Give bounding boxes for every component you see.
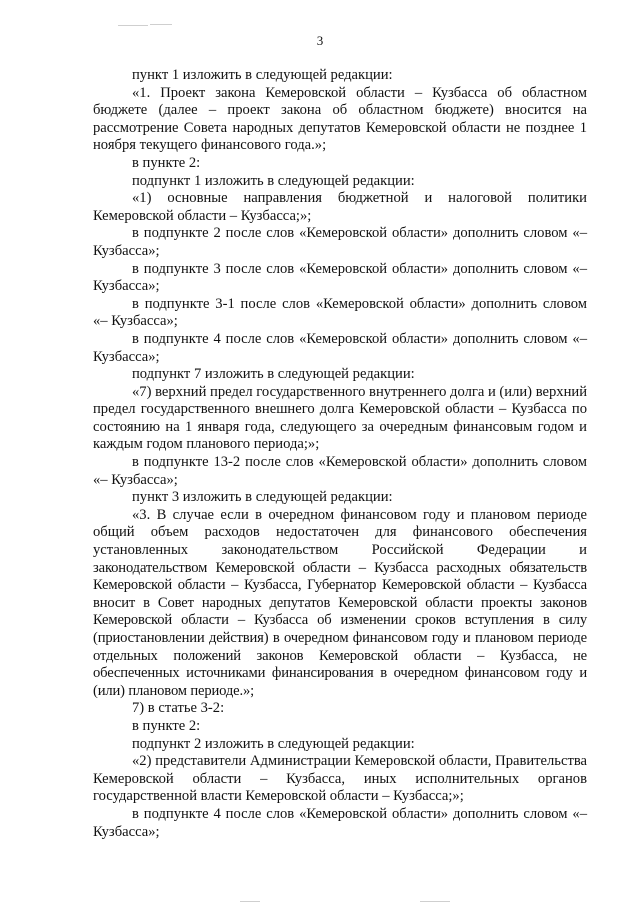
paragraph: подпункт 1 изложить в следующей редакции: xyxy=(132,172,415,189)
paragraph: «1. Проект закона Кемеровской области – Кузбасса об областном бюджете (далее – проект закона об областном бюджете) вносится на рассмотрение Совета народных депутатов Кемеровской области не позднее 1 ноября текущего финансового года.»; xyxy=(93,84,587,154)
paragraph-continuation: законодательством Кемеровской области – Кузбасса расходных обязательств Кемеровской области – Кузбасса, Губернатор Кемеровской области – Кузбасса вносит в Совет народных депутатов Кемеровской области проекты законов Кемеровской области – Кузбасса об изменении сроков вступления в силу (приостановлении действия) в очередном финансовом году и плановом периоде отдельных положений законов Кемеровской области – Кузбасса, не обеспеченных источниками финансирования в очередном финансовом году и (или) плановом периоде.»; xyxy=(93,559,587,699)
scan-artifact xyxy=(150,24,172,25)
paragraph: в подпункте 4 после слов «Кемеровской области» дополнить словом «– Кузбасса»; xyxy=(93,330,587,365)
scan-artifact xyxy=(420,901,450,902)
scan-artifact xyxy=(118,25,148,26)
paragraph: «2) представители Администрации Кемеровской области, Правительства Кемеровской области – Кузбасса, иных исполнительных органов государственной власти Кемеровской области – Кузбасса;»; xyxy=(93,753,587,805)
paragraph: подпункт 7 изложить в следующей редакции: xyxy=(132,366,415,383)
paragraph: в пункте 2: xyxy=(132,154,201,171)
paragraph: «7) верхний предел государственного внутреннего долга и (или) верхний предел государственного внешнего долга Кемеровской области – Кузбасса по состоянию на 1 января года, следующего за очередным финансовым годом и каждым годом планового периода;»; xyxy=(93,383,587,453)
paragraph: пункт 3 изложить в следующей редакции: xyxy=(132,489,393,506)
paragraph: подпункт 2 изложить в следующей редакции: xyxy=(132,735,415,752)
paragraph: в подпункте 3-1 после слов «Кемеровской области» дополнить словом «– Кузбасса»; xyxy=(93,295,587,330)
paragraph: в подпункте 4 после слов «Кемеровской области» дополнить словом «– Кузбасса»; xyxy=(93,805,587,840)
paragraph: в пункте 2: xyxy=(132,717,201,734)
paragraph: в подпункте 2 после слов «Кемеровской области» дополнить словом «– Кузбасса»; xyxy=(93,225,587,259)
paragraph: в подпункте 3 после слов «Кемеровской области» дополнить словом «– Кузбасса»; xyxy=(93,260,587,295)
paragraph: 7) в статье 3-2: xyxy=(132,700,225,717)
paragraph: «3. В случае если в очередном финансовом году и плановом периоде общий объем расходов недостаточен для финансового обеспечения установленных законодательством Российской Федерации и xyxy=(93,506,587,559)
scan-artifact xyxy=(240,901,260,902)
page-number: 3 xyxy=(316,33,324,48)
paragraph: «1) основные направления бюджетной и налоговой политики Кемеровской области – Кузбасса;»; xyxy=(93,190,587,224)
paragraph: пункт 1 изложить в следующей редакции: xyxy=(132,67,393,83)
paragraph: в подпункте 13-2 после слов «Кемеровской области» дополнить словом «– Кузбасса»; xyxy=(93,454,587,488)
document-body xyxy=(93,67,587,841)
